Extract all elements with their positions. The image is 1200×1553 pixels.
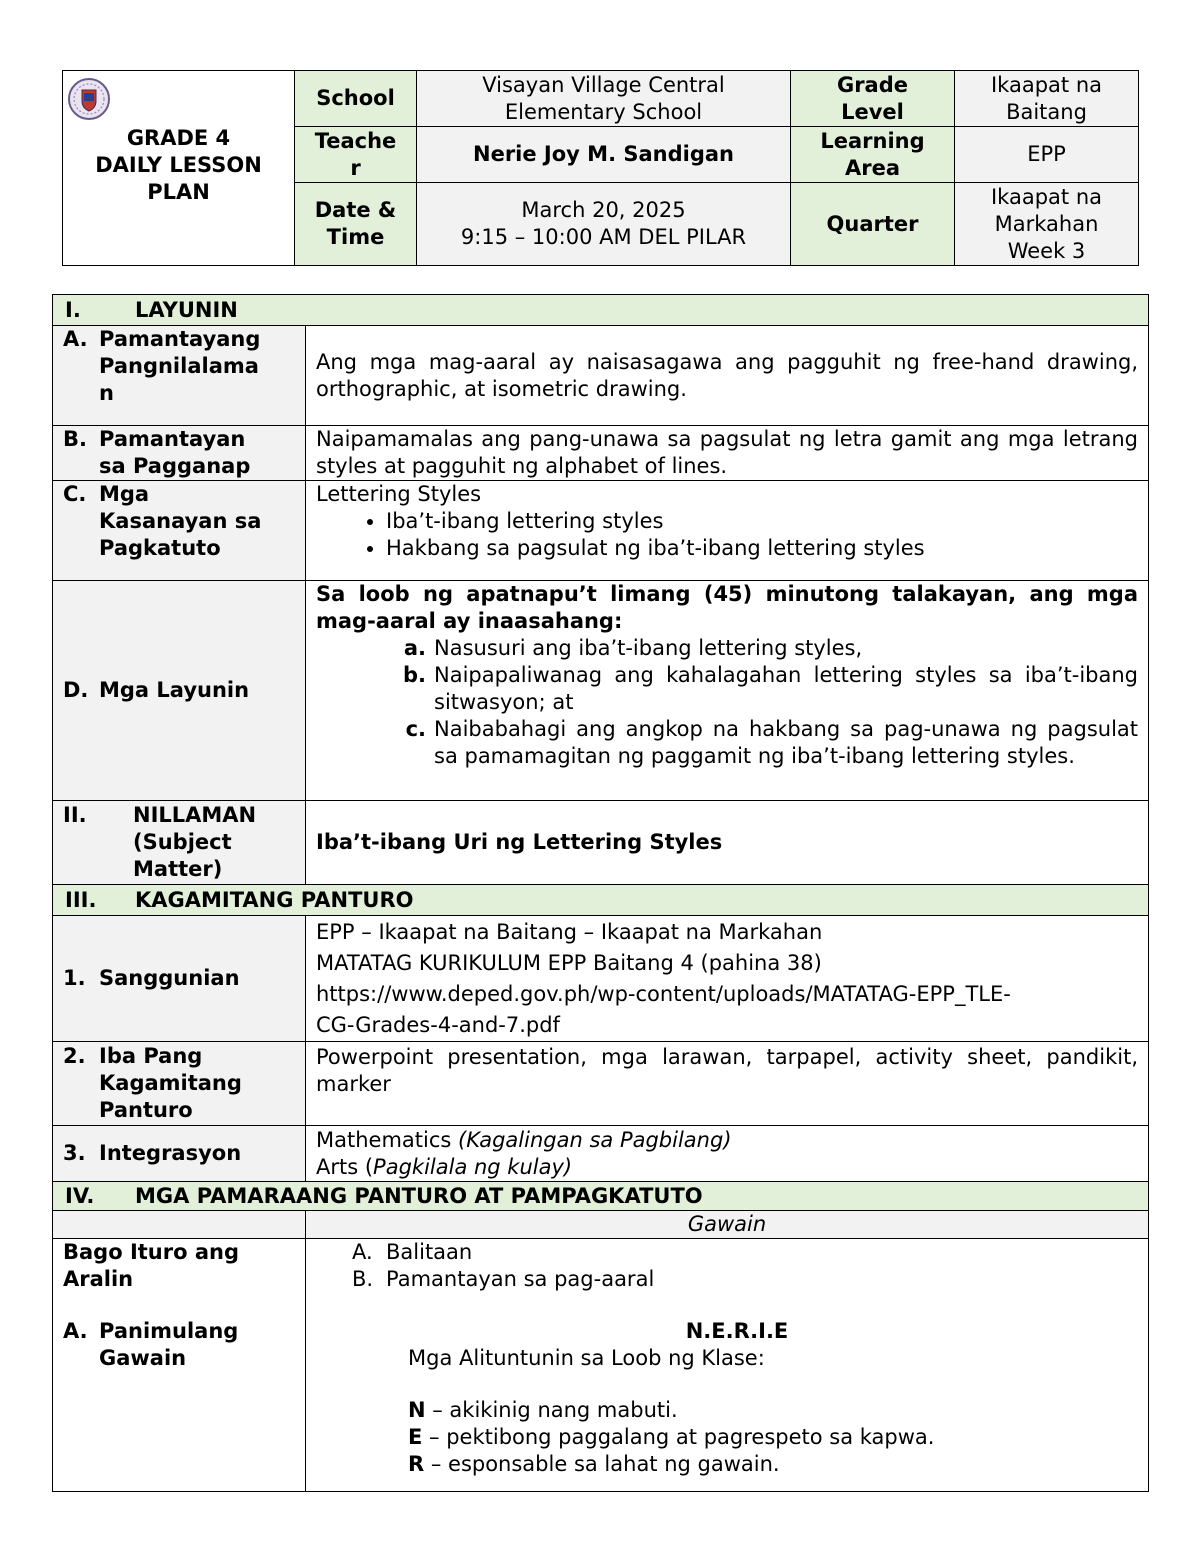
quarter-label: Quarter [791, 183, 955, 266]
layunin-intro: Sa loob ng apatnapu’t limang (45) minutong talakayan, ang mga mag-aaral ay inaasahang: [316, 582, 1139, 633]
learning-area-value: EPP [955, 127, 1139, 183]
list-item: a. Nasusuri ang iba’t-ibang lettering styles, [403, 636, 863, 660]
iba-pang-kagamitan-text: Powerpoint presentation, mga larawan, tarpapel, activity sheet, pandikit, marker [306, 1042, 1149, 1126]
gawain-column-header: Gawain [306, 1211, 1149, 1239]
layunin-list [316, 635, 1138, 770]
document-title: GRADE 4 DAILY LESSON PLAN [95, 126, 262, 204]
kasanayan-label: C. Mga Kasanayan sa Pagkatuto [53, 481, 306, 581]
date-time-label: Date & Time [295, 183, 417, 266]
kasanayan-heading: Lettering Styles [316, 482, 482, 506]
grade-level-value: Ikaapat na Baitang [955, 71, 1139, 127]
rule-item: E – pektibong paggalang at pagrespeto sa kapwa. [408, 1425, 935, 1449]
title-cell [63, 71, 295, 266]
iba-pang-kagamitan-label: 2. Iba Pang Kagamitang Panturo [53, 1042, 306, 1126]
deped-seal-icon [67, 77, 111, 121]
subject-matter-text: Iba’t-ibang Uri ng Lettering Styles [306, 801, 1149, 885]
list-item: b. Naipapaliwanag ang kahalagahan lettering styles sa iba’t-ibang sitwasyon; at [402, 663, 1139, 714]
school-value: Visayan Village Central Elementary School [417, 71, 791, 127]
panimulang-gawain-content [306, 1239, 1149, 1492]
mga-layunin-content [306, 581, 1149, 801]
reference-link[interactable]: https://www.deped.gov.ph/wp-content/uploads/MATATAG-EPP_TLE- [316, 981, 1011, 1006]
section-layunin-header: I. LAYUNIN [53, 295, 1149, 326]
pamantayang-pangnilalaman-label: A. Pamantayang Pangnilalama n [53, 326, 306, 426]
pamaraan-header-empty [53, 1211, 306, 1239]
rules-title: N.E.R.I.E [685, 1319, 789, 1343]
grade-level-label: Grade Level [791, 71, 955, 127]
list-item: B. Pamantayan sa pag-aaral [352, 1267, 655, 1291]
quarter-value: Ikaapat na Markahan Week 3 [955, 183, 1139, 266]
gawain-list [316, 1239, 1138, 1293]
pamantayang-pangnilalaman-text: Ang mga mag-aaral ay naisasagawa ang pagguhit ng free-hand drawing, orthographic, at isometric drawing. [306, 326, 1149, 426]
kasanayan-content [306, 481, 1149, 581]
pamantayan-sa-pagganap-label: B. Pamantayan sa Pagganap [53, 426, 306, 481]
integrasyon-content: Mathematics (Kagalingan sa Pagbilang) Arts (Pagkilala ng kulay) [306, 1126, 1149, 1182]
rule-item: R – esponsable sa lahat ng gawain. [408, 1452, 780, 1476]
school-label: School [295, 71, 417, 127]
date-time-value: March 20, 2025 9:15 – 10:00 AM DEL PILAR [417, 183, 791, 266]
section-nillaman-label: II. NILLAMAN (Subject Matter) [53, 801, 306, 885]
list-item: • Iba’t-ibang lettering styles [386, 508, 1138, 535]
rules-intro: Mga Alituntunin sa Loob ng Klase: [408, 1346, 765, 1370]
teacher-value: Nerie Joy M. Sandigan [417, 127, 791, 183]
list-item: c. Naibabahagi ang angkop na hakbang sa pag-unawa ng pagsulat sa pamamagitan ng paggamit ng iba’t-ibang lettering styles. [405, 717, 1139, 768]
section-pamaraan-header: IV. MGA PAMARAANG PANTURO AT PAMPAGKATUTO [53, 1182, 1149, 1211]
list-item: A. Balitaan [352, 1240, 473, 1264]
section-kagamitan-header: III. KAGAMITANG PANTURO [53, 885, 1149, 916]
list-item: • Hakbang sa pagsulat ng iba’t-ibang lettering styles [386, 535, 1138, 562]
rule-item: N – akikinig nang mabuti. [408, 1398, 678, 1422]
teacher-label: Teache r [295, 127, 417, 183]
learning-area-label: Learning Area [791, 127, 955, 183]
sanggunian-label: 1. Sanggunian [53, 916, 306, 1042]
lesson-plan-table [52, 294, 1149, 1492]
pamantayan-sa-pagganap-text: Naipamamalas ang pang-unawa sa pagsulat ng letra gamit ang mga letrang styles at pagguhit ng alphabet of lines. [306, 426, 1149, 481]
header-table [62, 70, 1139, 266]
sanggunian-content: EPP – Ikaapat na Baitang – Ikaapat na Markahan MATATAG KURIKULUM EPP Baitang 4 (pahina 38) https://www.deped.gov.ph/wp-content/uploads/MATATAG-EPP_TLE- CG-Grades-4-and-7.pdf [306, 916, 1149, 1042]
kasanayan-list [316, 508, 1138, 562]
mga-layunin-label: D. Mga Layunin [53, 581, 306, 801]
integrasyon-label: 3. Integrasyon [53, 1126, 306, 1182]
bago-ituro-label: Bago Ituro ang Aralin A. Panimulang Gawain [53, 1239, 306, 1492]
